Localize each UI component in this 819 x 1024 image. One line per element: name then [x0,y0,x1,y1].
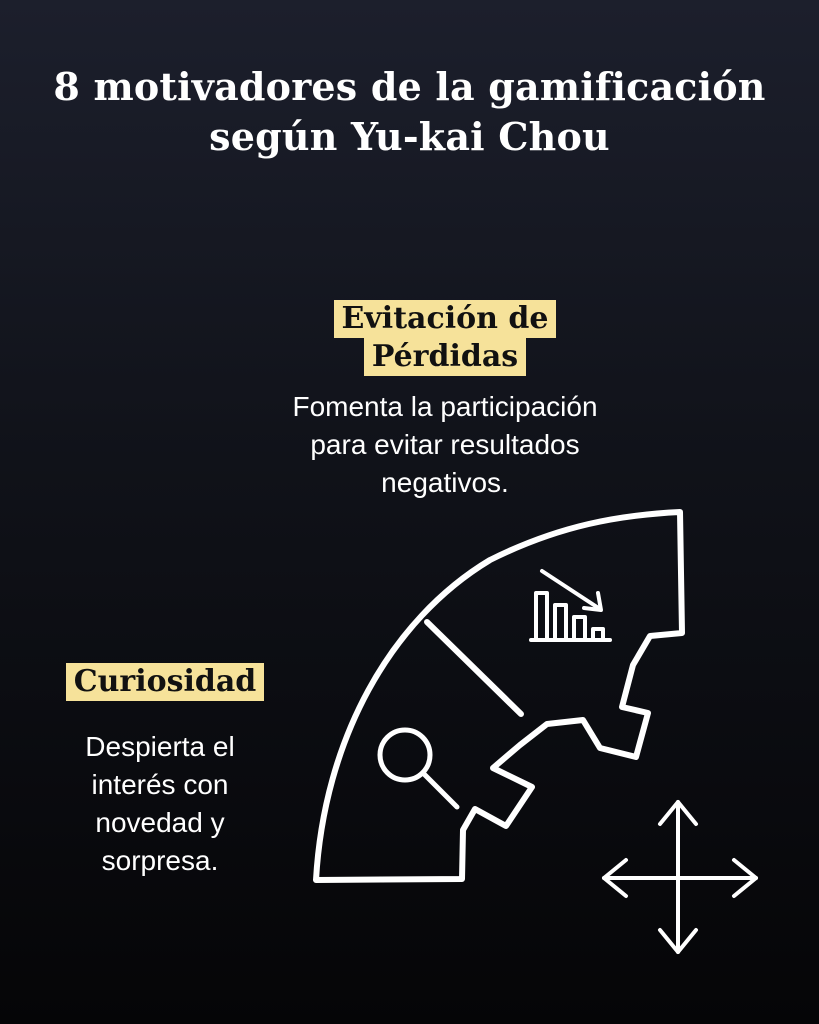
label-evitacion-line-1: Evitación de [334,300,557,338]
magnifying-glass-icon [380,730,457,807]
move-arrows-icon [604,802,756,952]
segment-divider [427,622,521,714]
description-curiosidad: Despierta el interés con novedad y sorpresa. [85,731,235,876]
label-curiosidad-text: Curiosidad [66,663,265,701]
title-line-1: 8 motivadores de la gamificación [53,64,766,109]
description-evitacion-de-perdidas: Fomenta la participación para evitar resultados negativos. [292,391,598,498]
title-line-2: según Yu-kai Chou [209,114,610,159]
label-evitacion-line-2: Pérdidas [364,338,526,376]
declining-bar-chart-icon [531,571,610,640]
